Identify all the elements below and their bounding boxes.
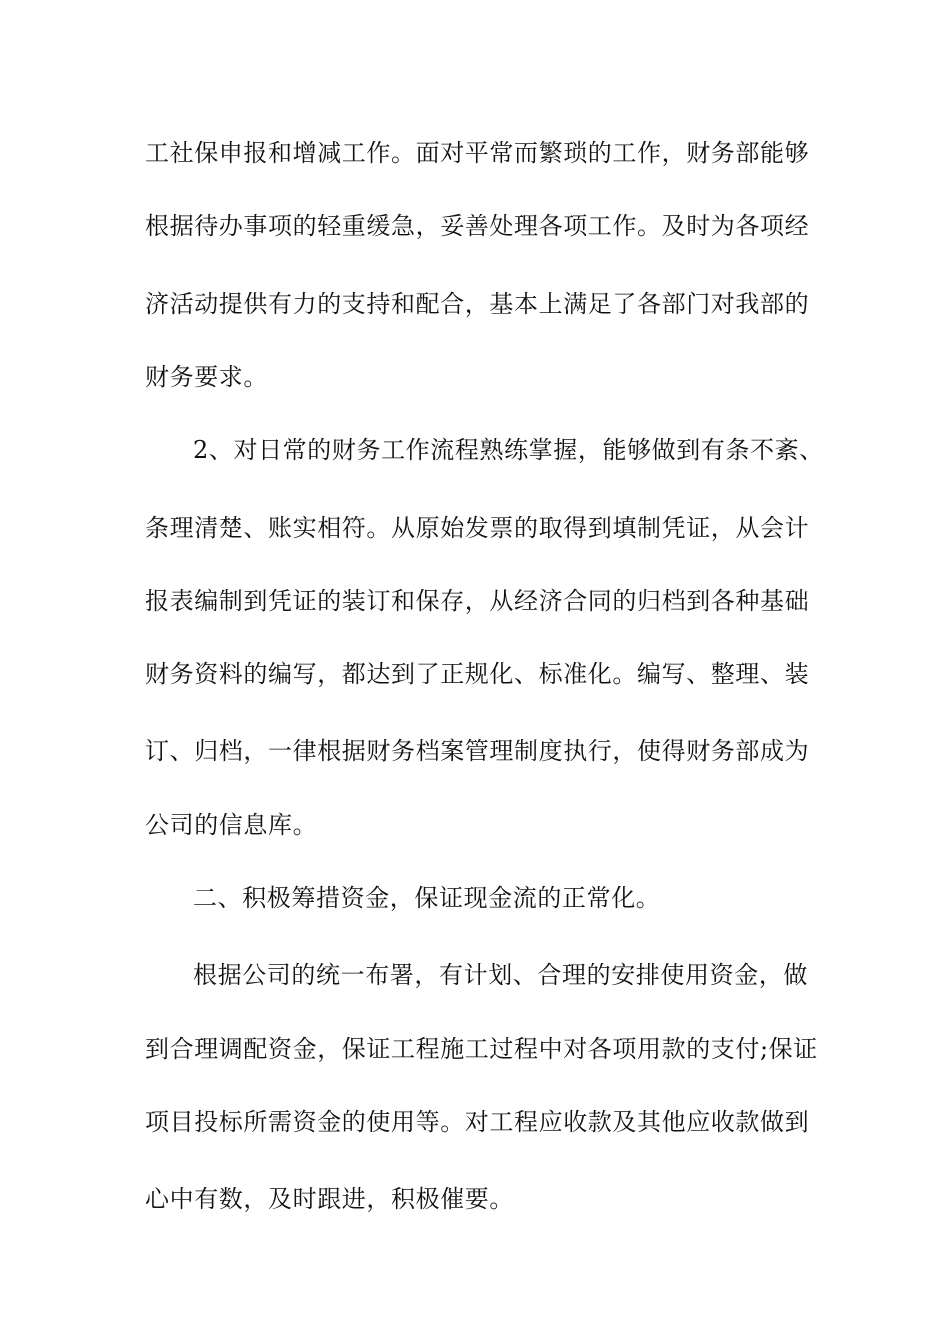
text-line: 工社保申报和增减工作。面对平常而繁琐的工作，财务部能够 bbox=[145, 139, 810, 167]
text-line: 财务要求。 bbox=[145, 363, 268, 391]
text-line: 济活动提供有力的支持和配合，基本上满足了各部门对我部的 bbox=[145, 290, 810, 318]
text-line: 2、对日常的财务工作流程熟练掌握，能够做到有条不紊、 bbox=[193, 436, 824, 464]
text-line: 公司的信息库。 bbox=[145, 811, 318, 839]
text-line: 条理清楚、账实相符。从原始发票的取得到填制凭证，从会计 bbox=[145, 514, 810, 542]
text-line: 项目投标所需资金的使用等。对工程应收款及其他应收款做到 bbox=[145, 1108, 810, 1136]
text-line: 根据公司的统一布署，有计划、合理的安排使用资金，做 bbox=[193, 961, 808, 989]
section-heading: 二、积极筹措资金，保证现金流的正常化。 bbox=[193, 884, 661, 912]
text-line: 心中有数，及时跟进，积极催要。 bbox=[145, 1185, 514, 1213]
text-line: 财务资料的编写，都达到了正规化、标准化。编写、整理、装 bbox=[145, 660, 810, 688]
text-line: 到合理调配资金，保证工程施工过程中对各项用款的支付;保证 bbox=[145, 1035, 818, 1063]
text-line: 报表编制到凭证的装订和保存，从经济合同的归档到各种基础 bbox=[145, 587, 810, 615]
text-line: 订、归档，一律根据财务档案管理制度执行，使得财务部成为 bbox=[145, 737, 810, 765]
text-line: 根据待办事项的轻重缓急，妥善处理各项工作。及时为各项经 bbox=[145, 212, 810, 240]
